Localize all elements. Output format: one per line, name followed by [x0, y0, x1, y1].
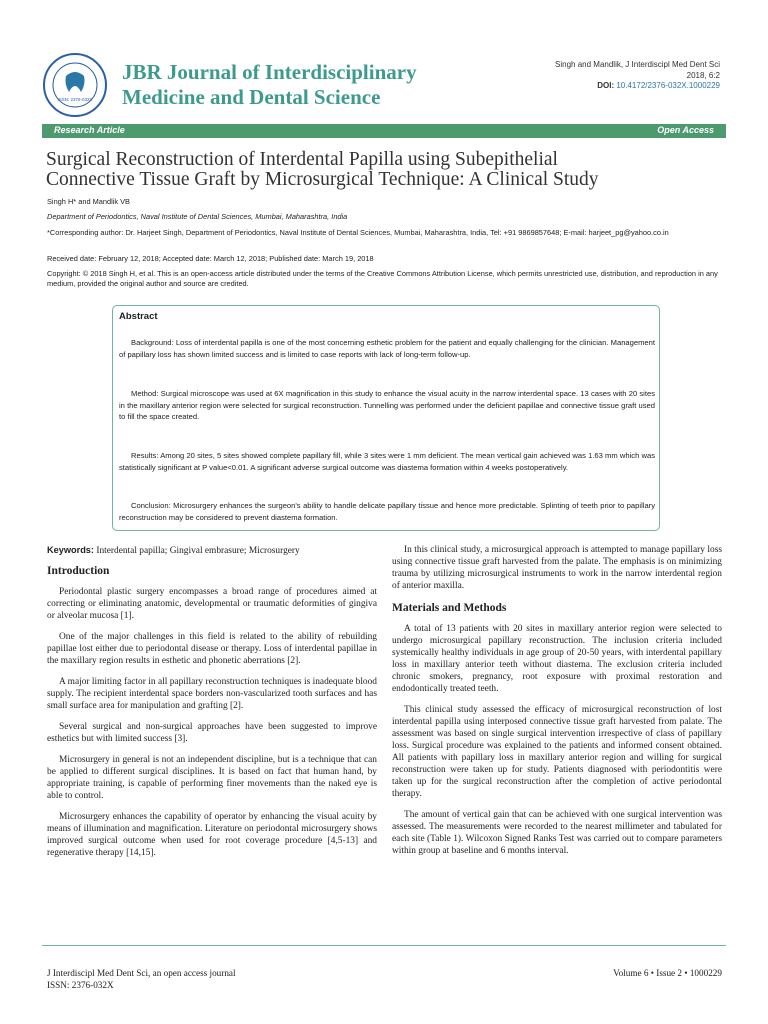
corresponding-author: *Corresponding author: Dr. Harjeet Singh, Department of Periodontics, Naval Institute of Dental Sciences, Mumbai, Maharashtra, India, Tel: +91 9869857648; E-mail: harjeet_pg@yahoo.co.in: [47, 228, 669, 237]
affiliation: [47, 212, 727, 222]
abstract-method: Method: Surgical microscope was used at 6X magnification in this study to enhance the visual acuity in the narrow interdental space. 13 cases with 20 sites in the maxillary anterior region were selected for surgical reconstruction. Tunnelling was performed under the deficient papillae and connective tissue graft used to fill the space created.: [119, 389, 655, 421]
right-column: [392, 544, 722, 866]
footer-volume: Volume 6 • Issue 2 • 1000229: [613, 968, 722, 978]
study-paragraph: In this clinical study, a microsurgical approach is attempted to manage papillary loss using connective tissue graft harvested from the palate. The emphasis is on minimizing trauma by utilizing microsurgical instruments to work in the narrow interdental region of anterior maxilla.: [392, 545, 722, 591]
methods-paragraph: A total of 13 patients with 20 sites in maxillary anterior region were selected to undergo microsurgical papillary reconstruction. The inclusion criteria included systemically healthy individuals in age group of 20-50 years, with interdental papillary loss in maxillary anterior teeth without diastema. The exclusion criteria included chronic smokers, pregnancy, root exposure with proximal restoration and endodontically treated teeth.: [392, 624, 722, 694]
intro-paragraph: Several surgical and non-surgical approaches have been suggested to improve esthetics but with limited success [3].: [47, 722, 377, 744]
abstract-results: Results: Among 20 sites, 5 sites showed complete papillary fill, while 3 sites were 1 mm deficient. The mean vertical gain achieved was 1.63 mm which was statistically significant at P value<0.01. A significant adverse surgical outcome was diastema formation within 4 weeks postoperatively.: [119, 451, 655, 472]
journal-name-line2: Medicine and Dental Science: [122, 85, 381, 109]
citation-line2: 2018, 6:2: [686, 70, 720, 80]
abstract-box: [112, 305, 660, 531]
abstract-conclusion: Conclusion: Microsurgery enhances the surgeon's ability to handle delicate papillary tissue and hence more predictable. Splinting of teeth prior to papillary reconstruction may be considered to prevent diastema formation.: [119, 501, 655, 522]
intro-paragraph: Microsurgery enhances the capability of operator by enhancing the visual acuity by means of illumination and magnification. Literature on periodontal microsurgery shows improved surgical outcome when used for root coverage procedure [4,5-13] and regenerative therapy [14,15].: [47, 812, 377, 858]
dates: Received date: February 12, 2018; Accepted date: March 12, 2018; Published date: March 19, 2018: [47, 254, 374, 263]
affiliation-text: Department of Periodontics, Naval Institute of Dental Sciences, Mumbai, Maharashtra, India: [47, 212, 348, 221]
abstract-heading: Abstract: [119, 311, 158, 322]
article-title-line1: Surgical Reconstruction of Interdental Papilla using Subepithelial: [46, 149, 558, 170]
keywords-text: Interdental papilla; Gingival embrasure; Microsurgery: [96, 546, 300, 556]
journal-name-line1: JBR Journal of Interdisciplinary: [122, 60, 417, 84]
methods-paragraph: This clinical study assessed the efficacy of microsurgical reconstruction of lost interdental papilla using interposed connective tissue graft harvested from palate. The assessment was based on single surgical intervention irrespective of class of papillary loss. Surgical procedure was explained to the patients and informed consent obtained. All patients with papillary loss in maxillary anterior region and willing for surgical reconstruction were taken up for study. Patients diagnosed with periodontitis were taken up for the surgical reconstruction after the completion of active periodontal therapy.: [392, 705, 722, 799]
doi-line: [555, 81, 720, 92]
citation-block: [555, 60, 720, 92]
keywords-label: Keywords:: [47, 545, 94, 555]
journal-name: [122, 60, 417, 110]
article-type-bar: [42, 124, 726, 138]
intro-paragraph: A major limiting factor in all papillary reconstruction techniques is inadequate blood supply. The recipient interdental space borders non-vascularized tooth surfaces and has small surface area for manipulation and grafting [2].: [47, 677, 377, 711]
left-column: [47, 544, 377, 868]
intro-paragraph: Periodontal plastic surgery encompasses a broad range of procedures aimed at correcting or eliminating anatomic, developmental or traumatic deformities of gingiva or alveolar mucosa [1].: [47, 587, 377, 621]
doi-link[interactable]: 10.4172/2376-032X.1000229: [616, 81, 720, 90]
intro-paragraph: Microsurgery in general is not an independent discipline, but is a technique that can be applied to different surgical disciplines. It is based on fact that human hand, by appropriate training, is capable of performing finer movements than the naked eye is able to control.: [47, 755, 377, 801]
journal-logo: [42, 52, 108, 118]
keywords: [47, 544, 377, 557]
footer-rule: [42, 945, 726, 946]
article-title: [46, 150, 726, 190]
copyright: Copyright: © 2018 Singh H, et al. This is an open-access article distributed under the terms of the Creative Commons Attribution License, which permits unrestricted use, distribution, and reproduction in any medium, provided the original author and source are credited.: [47, 269, 718, 288]
logo-issn: ISSN: 2376-032X: [57, 97, 93, 102]
methods-paragraph: The amount of vertical gain that can be achieved with one surgical intervention was assessed. The measurements were recorded to the nearest millimeter and tabulated for each site (Table 1). Wilcoxon Signed Ranks Test was carried out to compare parameters within group at baseline and 6 months interval.: [392, 810, 722, 856]
abstract-background: Background: Loss of interdental papilla is one of the most concerning esthetic problem for the patient and equally challenging for the clinician. Management of papillary loss has shown limited success and is limited to case reports with lack of long-term follow-up.: [119, 338, 655, 359]
authors: Singh H* and Mandlik VB: [47, 197, 130, 206]
intro-paragraph: One of the major challenges in this field is related to the ability of rebuilding papillae lost either due to periodontal disease or therapy. Loss of interdental papillae in the maxillary region results in esthetic and phonetic aberrations [2].: [47, 632, 377, 666]
doi-label: DOI:: [597, 81, 615, 90]
footer-issn: ISSN: 2376-032X: [47, 980, 114, 990]
introduction-heading: Introduction: [47, 565, 110, 577]
methods-heading: Materials and Methods: [392, 602, 507, 614]
article-title-line2: Connective Tissue Graft by Microsurgical Technique: A Clinical Study: [46, 169, 599, 190]
open-access-label: Open Access: [657, 125, 714, 135]
footer-journal: J Interdiscipl Med Dent Sci, an open access journal: [47, 968, 236, 978]
article-type-label: Research Article: [54, 125, 125, 135]
footer-left: [47, 967, 236, 991]
citation-line1: Singh and Mandlik, J Interdiscipl Med Dent Sci: [555, 60, 720, 69]
